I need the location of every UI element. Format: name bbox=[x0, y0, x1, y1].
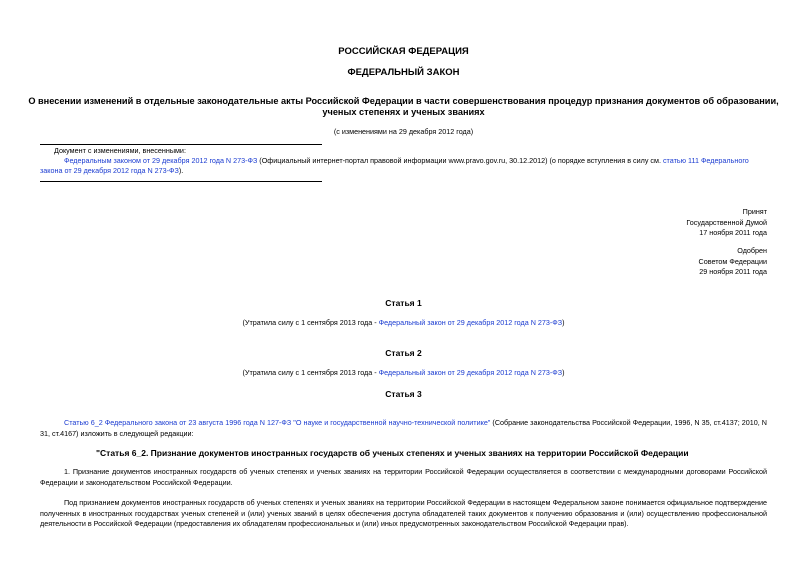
article-2-link[interactable]: Федеральный закон от 29 декабря 2012 года N 273-ФЗ bbox=[378, 368, 563, 377]
article-1-prefix: (Утратила силу с 1 сентября 2013 года - bbox=[242, 318, 379, 327]
document-title-line2: ученых степенях и ученых званиях bbox=[322, 107, 485, 117]
adoption-council-name: Советом Федерации bbox=[698, 256, 767, 266]
article-2-text bbox=[0, 368, 807, 378]
changes-text-1: (Официальный интернет-портал правовой информации www.pravo.gov.ru, 30.12.2012) (о порядке вступления в силу см. bbox=[257, 156, 663, 165]
changes-label: Документ с изменениями, внесенными: bbox=[54, 146, 186, 155]
article-2-prefix: (Утратила силу с 1 сентября 2013 года - bbox=[242, 368, 379, 377]
article-6-2-title: "Статья 6_2. Признание документов иностранных государств об ученых степенях и ученых званиях на территории Российской Федерации bbox=[96, 448, 689, 458]
paragraph-2-text: Под признанием документов иностранных государств об ученых степенях и ученых званиях на территории Российской Федерации в настоящем Федеральном законе понимается официальное подтверждение полученных в иностранных государствах ученых степеней и (или) ученых званий в целях обеспечения доступа обладателей таких документов к получению образования и (или) осуществлению профессиональной деятельности в Российской Федерации (предоставления их обладателям профессиональных и (или) иных предусмотренных законодательством Российской Федерации прав). bbox=[40, 498, 767, 528]
country-heading: РОССИЙСКАЯ ФЕДЕРАЦИЯ bbox=[338, 46, 469, 57]
article-1-text bbox=[0, 318, 807, 328]
changes-text-2: ). bbox=[178, 166, 184, 175]
article-3-intro bbox=[40, 418, 767, 439]
adoption-accepted: Принят bbox=[742, 207, 767, 216]
adoption-duma-date: 17 ноября 2011 года bbox=[699, 228, 767, 237]
article-3-link[interactable]: Статью 6_2 Федерального закона от 23 августа 1996 года N 127-ФЗ "О науке и государственной научно-технической политике" bbox=[64, 418, 491, 427]
article-1-title: Статья 1 bbox=[385, 298, 422, 308]
article-1-suffix: ) bbox=[562, 318, 565, 327]
article-3-title: Статья 3 bbox=[385, 389, 422, 399]
changes-link-law[interactable]: Федеральным законом от 29 декабря 2012 года N 273-ФЗ bbox=[64, 156, 258, 165]
edition-note: (с изменениями на 29 декабря 2012 года) bbox=[333, 127, 474, 136]
article-2-suffix: ) bbox=[562, 368, 565, 377]
adoption-approved: Одобрен bbox=[737, 246, 767, 255]
article-3-text: (Собрание законодательства Российской Федерации, 1996, N 35, ст.4137; 2010, N 31, ст.4167) изложить в следующей редакции: bbox=[40, 418, 767, 438]
document-title-line1: О внесении изменений в отдельные законодательные акты Российской Федерации в части совершенствования процедур признания документов об образовании, bbox=[28, 96, 779, 106]
changes-top-rule bbox=[40, 144, 322, 145]
doc-type-heading: ФЕДЕРАЛЬНЫЙ ЗАКОН bbox=[347, 67, 460, 78]
adoption-council-date: 29 ноября 2011 года bbox=[699, 267, 767, 276]
adoption-council bbox=[699, 246, 767, 278]
changes-link-article[interactable]: статью 111 Федерального закона от 29 декабря 2012 года N 273-ФЗ bbox=[40, 156, 749, 175]
adoption-duma bbox=[686, 207, 767, 239]
adoption-duma-name: Государственной Думой bbox=[686, 217, 767, 227]
paragraph-1-text: 1. Признание документов иностранных государств об ученых степенях и ученых званиях на территории Российской Федерации осуществляется в соответствии с международными договорами Российской Федерации и законодательством Российской Федерации. bbox=[40, 467, 767, 487]
changes-text bbox=[40, 156, 767, 176]
article-1-link[interactable]: Федеральный закон от 29 декабря 2012 года N 273-ФЗ bbox=[378, 318, 563, 327]
paragraph-2 bbox=[40, 498, 767, 530]
article-2-title: Статья 2 bbox=[385, 348, 422, 358]
changes-bottom-rule bbox=[40, 181, 322, 182]
paragraph-1 bbox=[40, 467, 767, 488]
